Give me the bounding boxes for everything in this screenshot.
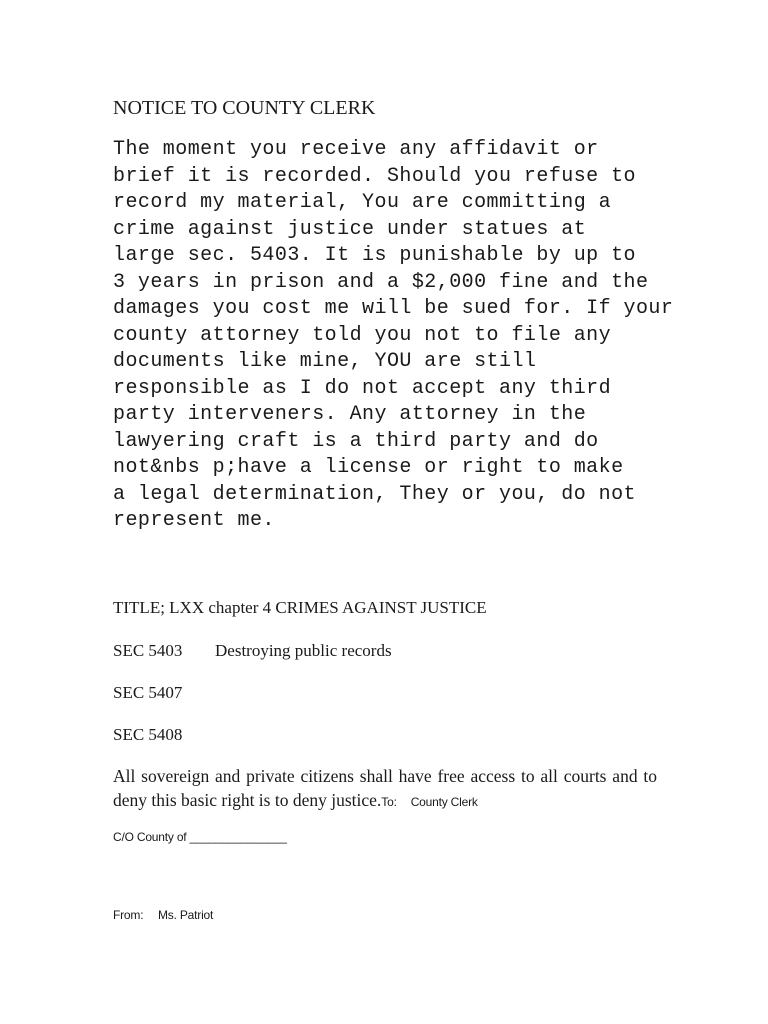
notice-body-line: documents like mine, YOU are still [113, 350, 537, 373]
section-5407 [113, 682, 182, 704]
notice-body [113, 137, 673, 535]
document-title: NOTICE TO COUNTY CLERK [113, 97, 376, 119]
section-description: Destroying public records [215, 641, 392, 660]
access-statement-paragraph [113, 764, 657, 814]
notice-body-line: crime against justice under statues at [113, 217, 587, 241]
to-recipient: County Clerk [410, 795, 478, 809]
notice-body-line: responsible as I do not accept any third [113, 376, 612, 400]
to-label: To: [381, 795, 397, 809]
care-of-line: C/O County of _______________ [113, 830, 287, 844]
access-statement: All sovereign and private citizens shall have free access to all courts and to deny this basic right is to deny justice. [113, 766, 657, 810]
notice-body-line: damages you cost me will be sued for. If your [113, 297, 674, 320]
from-label: From: [113, 908, 144, 922]
notice-body-line: party interveners. Any attorney in the [113, 403, 587, 426]
section-label: SEC 5408 [113, 725, 183, 744]
notice-body-line: not&nbs p;have a license or right to make [113, 456, 624, 479]
notice-body-line: large sec. 5403. It is punishable by up to [113, 244, 636, 267]
section-label: SEC 5403 [113, 641, 183, 660]
from-line [113, 907, 213, 923]
section-5403 [113, 640, 392, 662]
notice-body-line: record my material, You are committing a [113, 191, 612, 214]
notice-body-line: lawyering craft is a third party and do [113, 429, 599, 453]
from-sender: Ms. Patriot [158, 908, 214, 922]
notice-body-line: a legal determination, They or you, do not [113, 482, 636, 506]
section-label: SEC 5407 [113, 683, 183, 702]
notice-body-line: brief it is recorded. Should you refuse to [113, 164, 636, 188]
notice-body-line: represent me. [113, 509, 275, 532]
section-5408 [113, 724, 182, 746]
statute-title: TITLE; LXX chapter 4 CRIMES AGAINST JUSTICE [113, 598, 487, 617]
notice-body-line: The moment you receive any affidavit or [113, 138, 599, 161]
notice-body-line: county attorney told you not to file any [113, 323, 612, 347]
notice-body-line: 3 years in prison and a $2,000 fine and the [113, 270, 649, 294]
